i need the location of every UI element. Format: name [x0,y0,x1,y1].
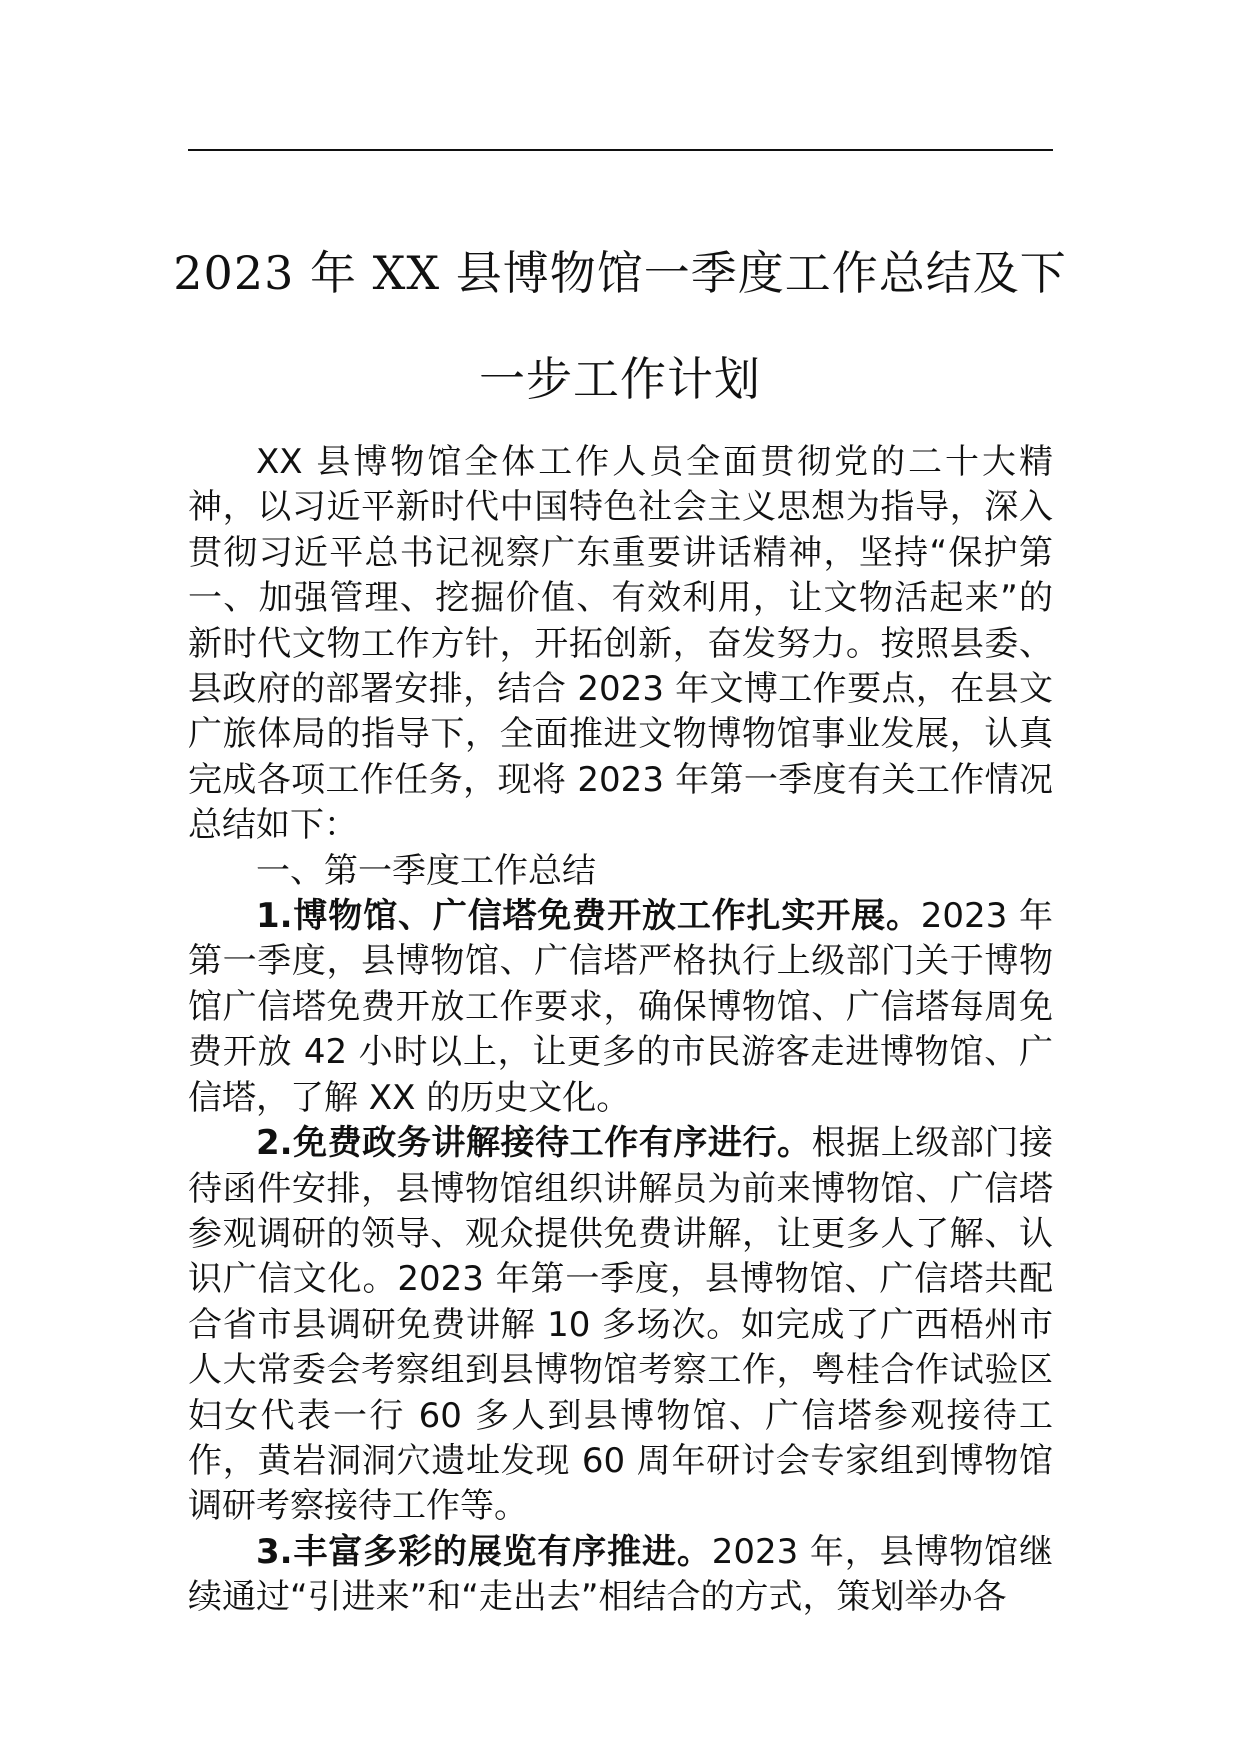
document-body [188,440,1053,1621]
intro-paragraph: XX 县博物馆全体工作人员全面贯彻党的二十大精神，以习近平新时代中国特色社会主义思想为指导，深入贯彻习近平总书记视察广东重要讲话精神，坚持“保护第一、加强管理、挖掘价值、有效利用，让文物活起来”的新时代文物工作方针，开拓创新，奋发努力。按照县委、县政府的部署安排，结合 2023 年文博工作要点，在县文广旅体局的指导下，全面推进文物博物馆事业发展，认真完成各项工作任务，现将 2023 年第一季度有关工作情况总结如下： [188,442,1053,846]
title-line-1: 2023 年 XX 县博物馆一季度工作总结及下 [173,246,1067,300]
header-rule [188,149,1053,151]
item-lead-2: 2.免费政务讲解接待工作有序进行。 [256,1123,812,1164]
item-lead-1: 1.博物馆、广信塔免费开放工作扎实开展。 [256,896,921,937]
item-paragraph-3 [188,1530,1053,1621]
document-title [160,220,1080,432]
item-paragraph-1 [188,894,1053,1121]
item-text-2: 根据上级部门接待函件安排，县博物馆组织讲解员为前来博物馆、广信塔参观调研的领导、观众提供免费讲解，让更多人了解、认识广信文化。2023 年第一季度，县博物馆、广信塔共配合省市县调研免费讲解 10 多场次。如完成了广西梧州市人大常委会考察组到县博物馆考察工作，粤桂合作试验区妇女代表一行 60 多人到县博物馆、广信塔参观接待工作，黄岩洞洞穴遗址发现 60 周年研讨会专家组到博物馆调研考察接待工作等。 [188,1123,1053,1527]
item-paragraph-2 [188,1121,1053,1530]
item-text-1: 2023 年第一季度，县博物馆、广信塔严格执行上级部门关于博物馆广信塔免费开放工作要求，确保博物馆、广信塔每周免费开放 42 小时以上，让更多的市民游客走进博物馆、广信塔，了解 XX 的历史文化。 [188,896,1053,1118]
title-line-2: 一步工作计划 [479,352,761,406]
section-heading: 一、第一季度工作总结 [256,850,596,891]
item-lead-3: 3.丰富多彩的展览有序推进。 [256,1531,712,1572]
item-text-3: 2023 年，县博物馆继续通过“引进来”和“走出去”相结合的方式，策划举办各 [188,1531,1053,1618]
